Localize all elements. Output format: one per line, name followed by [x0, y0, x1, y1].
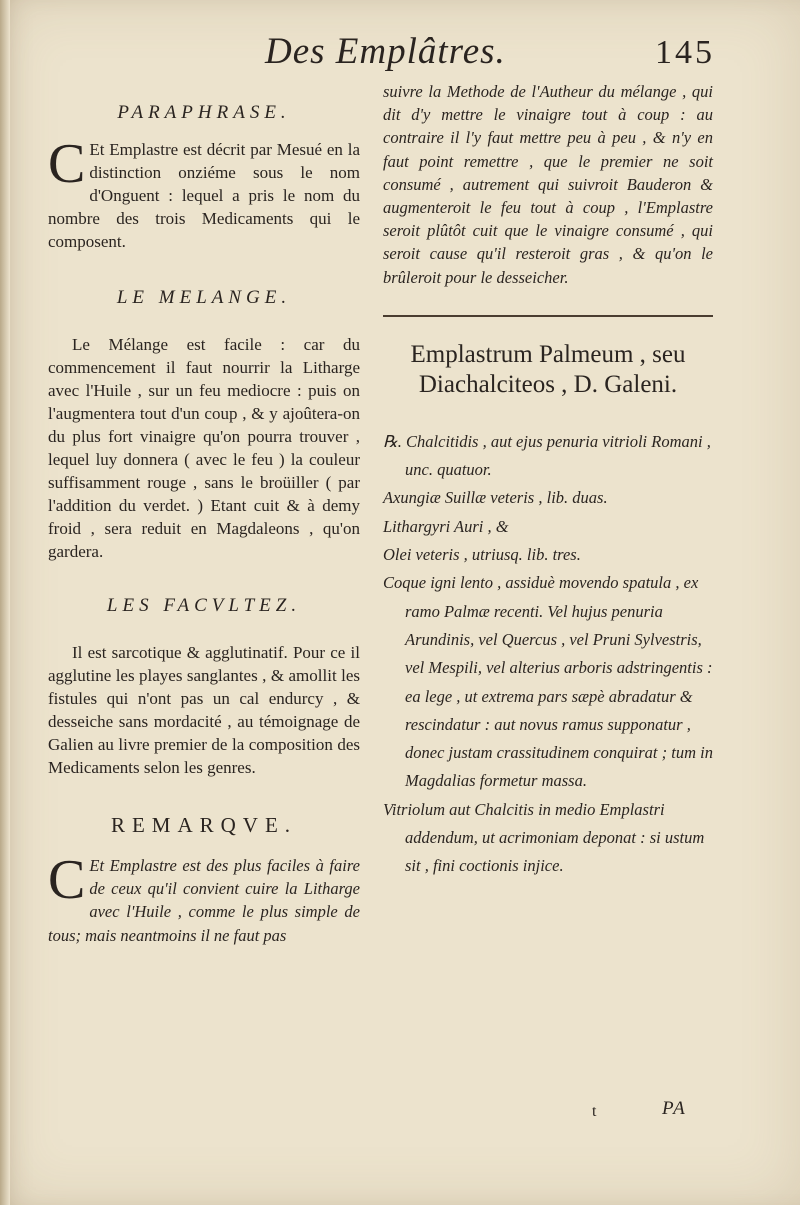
- page-header: [0, 30, 800, 80]
- recipe-line: Olei veteris , utriusq. lib. tres.: [383, 545, 581, 565]
- recipe-line: Lithargyri Auri , &: [383, 516, 509, 536]
- running-title: Des Emplâtres.: [265, 31, 506, 72]
- facultez-heading: LES FACVLTEZ.: [106, 595, 302, 616]
- recipe-block: [383, 428, 713, 881]
- drop-cap-remarque: C: [48, 849, 86, 911]
- recipe-line: Axungiæ Suillæ veteris , lib. duas.: [383, 488, 608, 508]
- remarque-section: [48, 849, 360, 947]
- melange-heading: LE MELANGE.: [116, 287, 292, 308]
- paraphrase-text: Et Emplastre est décrit par Mesué en la distinction onziéme sous le nom d'Onguent : lequel a pris le nom du nombre des trois Medicaments qui le composent.: [48, 140, 360, 251]
- paraphrase-heading: PARAPHRASE.: [117, 102, 291, 123]
- paraphrase-section: [48, 133, 360, 253]
- recipe-line: Vitriolum aut Chalcitis in medio Emplastri addendum, ut acrimoniam deponat : si ustum sit , fini coctionis injice.: [383, 799, 705, 876]
- recipe-line: Coque igni lento , assiduè movendo spatula , ex ramo Palmæ recenti. Vel hujus penuria Arundinis, vel Quercus , vel Pruni Sylvestris, vel Mespili, vel alterius arboris adstringentis : ea lege , ut extrema pars sæpè abradatur & rescindatur : aut novus ramus supponatur , donec justam crassitudinem conquirat ; tum in Magdalias formetur massa.: [383, 573, 713, 791]
- left-column: [48, 80, 360, 947]
- page-number: 145: [655, 34, 715, 71]
- right-column: [383, 80, 713, 881]
- signature-mark: t: [592, 1103, 597, 1120]
- section-divider: [383, 315, 713, 318]
- remarque-text: Et Emplastre est des plus faciles à faire de ceux qu'il convient cuire la Litharge avec l'Huile , comme le plus simple de tous; mais neantmoins il ne faut pas: [48, 856, 360, 945]
- continuation-text: suivre la Methode de l'Autheur du mélange , qui dit d'y mettre le vinaigre tout à coup : au contraire il l'y faut mettre peu à peu , & n'y en faut point remettre , que le premier ne soit consumé , autrement qui suivroit Bauderon & augmenteroit le feu tout à coup , l'Emplastre seroit plûtôt cuit que le vinaigre consumé , qui seroit cause qu'il resteroit gras , & qu'on le brûleroit pour le desseicher.: [383, 82, 713, 287]
- remarque-heading: REMARQVE.: [110, 813, 298, 837]
- recipe-line: ℞. Chalcitidis , aut ejus penuria vitrioli Romani , unc. quatuor.: [383, 431, 711, 480]
- melange-text: Le Mélange est facile : car du commencement il faut nourrir la Litharge avec l'Huile , sur un feu mediocre : puis on l'augmentera tout d'un coup , & y ajoûtera-on du plus fort vinaigre qu'on pourra trouver , lequel luy donnera ( avec le feu ) la couleur suffisamment rouge , sans le broüiller ( par l'addition du verdet. ) Etant cuit & à demy froid , sera reduit en Magdaleons , qu'on gardera.: [48, 335, 360, 561]
- facultez-text: Il est sarcotique & agglutinatif. Pour ce il agglutine les playes sanglantes , & amollit les fistules qui n'ont pas un cal endurcy , & desseiche sans mordacité , au témoignage de Galien au livre premier de la composition des Medicaments selon les genres.: [48, 643, 360, 777]
- page-gutter: [0, 0, 10, 1205]
- recipe-title: Emplastrum Palmeum , seu Diachalciteos , D. Galeni.: [410, 340, 686, 398]
- catchword: PA: [662, 1098, 687, 1119]
- drop-cap: C: [48, 133, 86, 195]
